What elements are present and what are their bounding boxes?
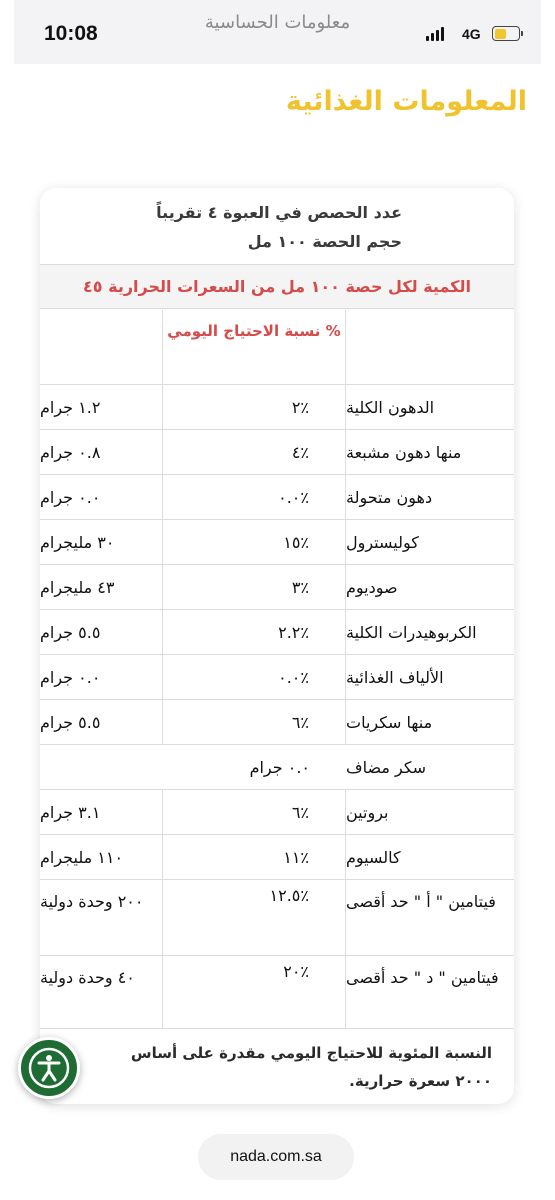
nutrient-amount: ٣٠ مليجرام (40, 532, 115, 552)
nutrient-name: دهون متحولة (346, 487, 433, 507)
nutrient-percent: ٢.٢٪ (162, 610, 346, 654)
nutrient-amount: ١.٢ جرام (40, 397, 101, 417)
page-title: المعلومات الغذائية (285, 86, 527, 117)
table-row (40, 474, 514, 519)
nutrient-name: كوليسترول (346, 532, 419, 552)
network-label: 4G (462, 26, 481, 42)
table-row (40, 609, 514, 654)
servings-info (156, 198, 402, 256)
table-row (40, 699, 514, 744)
table-row (40, 564, 514, 609)
nutrient-percent: ١١٪ (162, 835, 346, 879)
nutrient-percent: ٢٠٪ (162, 956, 346, 1028)
browser-url-bar[interactable]: nada.com.sa (198, 1134, 354, 1180)
nutrient-percent: ٣٪ (162, 565, 346, 609)
table-row (40, 744, 514, 789)
nutrient-amount: ٠.٠ جرام (249, 757, 310, 777)
table-row (40, 955, 514, 1028)
table-row (40, 384, 514, 429)
nutrient-name: فيتامين " أ " حد أقصى (346, 892, 496, 911)
accessibility-button[interactable] (18, 1037, 80, 1099)
nutrient-amount: ٥.٥ جرام (40, 712, 101, 732)
nutrient-amount: ٥.٥ جرام (40, 622, 101, 642)
nutrient-name: الألياف الغذائية (346, 667, 444, 687)
table-row (40, 834, 514, 879)
accessibility-icon (21, 1040, 77, 1096)
nutrient-amount: ٤٠ وحدة دولية (40, 968, 135, 987)
daily-value-footnote: النسبة المئوية للاحتياج اليومي مقدرة على أساس ٢٠٠٠ سعرة حرارية. (40, 1028, 514, 1104)
nutrient-percent: ٢٪ (162, 385, 346, 429)
status-bar (14, 0, 541, 64)
table-row (40, 879, 514, 955)
nutrient-name: صوديوم (346, 577, 398, 597)
nutrient-percent: ١٢.٥٪ (162, 880, 346, 955)
nutrient-amount: ٢٠٠ وحدة دولية (40, 892, 144, 911)
nutrient-amount: ٠.٨ جرام (40, 442, 101, 462)
nutrient-name: الكربوهيدرات الكلية (346, 622, 477, 642)
nutrient-name: منها دهون مشبعة (346, 442, 462, 462)
nutrient-percent: ٠.٠٪ (162, 655, 346, 699)
table-row (40, 654, 514, 699)
status-time: 10:08 (44, 22, 98, 45)
nutrient-percent: ٠.٠٪ (162, 475, 346, 519)
nutrient-amount: ١١٠ مليجرام (40, 847, 124, 867)
nutrient-percent: ٦٪ (162, 700, 346, 744)
status-page-title: معلومات الحساسية (204, 12, 351, 33)
servings-per-container: عدد الحصص في العبوة ٤ تقريباً (156, 203, 402, 222)
nutrient-name: الدهون الكلية (346, 397, 435, 417)
daily-value-header: % نسبة الاحتياج اليومي (162, 310, 346, 384)
signal-icon (426, 27, 444, 41)
nutrient-name: منها سكريات (346, 712, 433, 732)
nutrition-facts-card (40, 188, 514, 1104)
serving-size: حجم الحصة ١٠٠ مل (247, 232, 402, 251)
nutrient-percent: ٦٪ (162, 790, 346, 834)
nutrient-percent: ١٥٪ (162, 520, 346, 564)
nutrient-percent: ٤٪ (162, 430, 346, 474)
nutrient-amount: ٣.١ جرام (40, 802, 101, 822)
table-row (40, 429, 514, 474)
nutrient-name: كالسيوم (346, 847, 401, 867)
nutrient-name: سكر مضاف (346, 757, 427, 777)
nutrient-name: فيتامين " د " حد أقصى (346, 968, 499, 987)
table-row (40, 789, 514, 834)
table-row (40, 519, 514, 564)
nutrient-name: بروتين (346, 802, 389, 822)
calories-row: الكمية لكل حصة ١٠٠ مل من السعرات الحرارية ٤٥ (40, 264, 514, 309)
nutrient-amount: ٠.٠ جرام (40, 487, 101, 507)
nutrient-amount: ٠.٠ جرام (40, 667, 101, 687)
battery-icon (492, 26, 520, 41)
nutrient-amount: ٤٣ مليجرام (40, 577, 115, 597)
